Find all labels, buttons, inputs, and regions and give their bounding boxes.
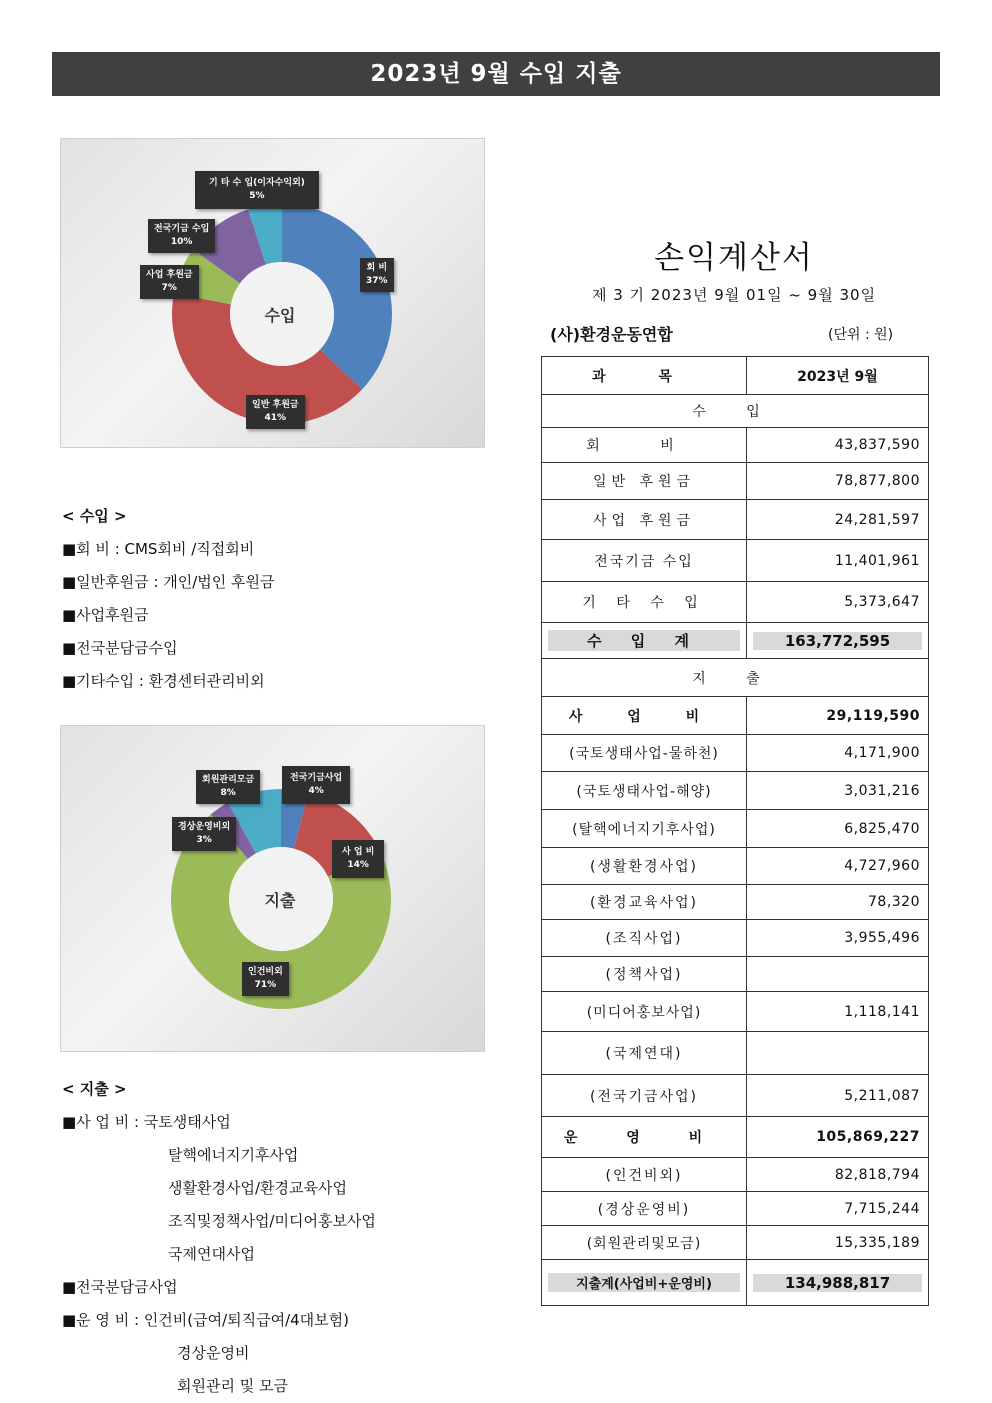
expense-note-item: ■전국분담금사업 (62, 1278, 178, 1296)
project-cost-label: 사 업 비 (542, 697, 747, 735)
expense-note-item: ■운 영 비 : 인건비(급여/퇴직급여/4대보험) (62, 1311, 350, 1329)
expense-section-row (542, 659, 929, 697)
expense-note-item: 회원관리 및 모금 (177, 1377, 288, 1395)
table-row (542, 1158, 929, 1192)
income-note-item: ■사업후원금 (62, 606, 149, 624)
row-value: 78,320 (747, 885, 929, 920)
row-value: 5,373,647 (747, 582, 929, 623)
row-value: 15,335,189 (747, 1226, 929, 1260)
table-row (542, 885, 929, 920)
row-value: 7,715,244 (747, 1192, 929, 1226)
row-value (747, 957, 929, 992)
row-label: (국토생태사업-물하천) (542, 735, 747, 772)
table-row (542, 735, 929, 772)
income-notes-heading: < 수입 > (62, 507, 127, 525)
expense-note-item: 경상운영비 (177, 1344, 250, 1362)
income-notes (62, 500, 274, 698)
table-row (542, 848, 929, 885)
income-callout-other: 기 타 수 입(이자수익외) 5% (195, 171, 319, 209)
row-label: (정책사업) (542, 957, 747, 992)
income-total-row (542, 623, 929, 659)
expense-center-label: 지출 (264, 891, 296, 910)
income-section-label: 수 입 (542, 395, 929, 428)
table-row (542, 582, 929, 623)
income-callout-project-donation: 사업 후원금 7% (140, 265, 199, 299)
row-label: (국토생태사업-해양) (542, 772, 747, 810)
table-row (542, 920, 929, 957)
row-label: 사업 후원금 (542, 500, 747, 540)
table-row (542, 463, 929, 500)
row-label: (환경교육사업) (542, 885, 747, 920)
income-total-label: 수 입 계 (548, 630, 740, 651)
expense-callout-personnel: 인건비외 71% (242, 962, 289, 996)
row-label: 전국기금 수입 (542, 540, 747, 582)
project-cost-row (542, 697, 929, 735)
income-section-row (542, 395, 929, 428)
expense-notes (62, 1073, 376, 1403)
table-row (542, 1075, 929, 1117)
table-row (542, 1226, 929, 1260)
table-row (542, 540, 929, 582)
income-note-item: ■일반후원금 : 개인/법인 후원금 (62, 573, 275, 591)
row-value: 82,818,794 (747, 1158, 929, 1192)
income-center-label: 수입 (264, 306, 296, 325)
income-callout-membership: 회 비 37% (360, 258, 394, 292)
expense-callout-national-fund: 전국기금사업 4% (282, 766, 350, 804)
row-label: 일반 후원금 (542, 463, 747, 500)
income-callout-national-fund: 전국기금 수입 10% (148, 219, 215, 253)
currency-unit: (단위 : 원) (828, 327, 894, 343)
row-value: 24,281,597 (747, 500, 929, 540)
expense-note-item: 국제연대사업 (168, 1245, 255, 1263)
row-value (747, 1032, 929, 1075)
income-statement-table (541, 356, 929, 1306)
expense-callout-project: 사 업 비 14% (332, 840, 384, 878)
table-row (542, 772, 929, 810)
statement-title: 손익계산서 (654, 240, 814, 276)
table-row (542, 500, 929, 540)
table-row (542, 957, 929, 992)
expense-note-item: 생활환경사업/환경교육사업 (168, 1179, 347, 1197)
table-row (542, 992, 929, 1032)
table-row (542, 810, 929, 848)
column-header-item: 과 목 (542, 357, 747, 395)
row-value: 1,118,141 (747, 992, 929, 1032)
row-value: 11,401,961 (747, 540, 929, 582)
table-header-row (542, 357, 929, 395)
row-value: 78,877,800 (747, 463, 929, 500)
table-row (542, 1192, 929, 1226)
row-label: (국제연대) (542, 1032, 747, 1075)
row-value: 5,211,087 (747, 1075, 929, 1117)
project-cost-total: 29,119,590 (747, 697, 929, 735)
expense-notes-heading: < 지출 > (62, 1080, 127, 1098)
income-note-item: ■회 비 : CMS회비 /직접회비 (62, 540, 255, 558)
row-label: (인건비외) (542, 1158, 747, 1192)
row-label: (생활환경사업) (542, 848, 747, 885)
expense-callout-member-mgmt: 회원관리모금 8% (196, 770, 260, 804)
expense-total-row (542, 1260, 929, 1306)
row-value: 4,727,960 (747, 848, 929, 885)
row-value: 3,031,216 (747, 772, 929, 810)
row-label: (회원관리및모금) (542, 1226, 747, 1260)
row-label: 기 타 수 입 (542, 582, 747, 623)
row-label: (전국기금사업) (542, 1075, 747, 1117)
income-callout-general-donation: 일반 후원금 41% (246, 395, 305, 429)
statement-period: 제 3 기 2023년 9월 01일 ~ 9월 30일 (591, 286, 877, 304)
table-row (542, 428, 929, 463)
expense-section-label: 지 출 (542, 659, 929, 697)
organization-name: (사)환경운동연합 (550, 325, 673, 344)
row-label: (조직사업) (542, 920, 747, 957)
table-row (542, 1032, 929, 1075)
row-value: 6,825,470 (747, 810, 929, 848)
row-label: (경상운영비) (542, 1192, 747, 1226)
row-label: 회 비 (542, 428, 747, 463)
column-header-period: 2023년 9월 (747, 357, 929, 395)
row-label: (미디어홍보사업) (542, 992, 747, 1032)
operating-cost-label: 운 영 비 (542, 1117, 747, 1158)
operating-cost-total: 105,869,227 (747, 1117, 929, 1158)
row-value: 4,171,900 (747, 735, 929, 772)
expense-total-value: 134,988,817 (753, 1274, 922, 1292)
row-label: (탈핵에너지기후사업) (542, 810, 747, 848)
expense-note-item: 탈핵에너지기후사업 (168, 1146, 299, 1164)
expense-note-item: 조직및정책사업/미디어홍보사업 (168, 1212, 376, 1230)
row-value: 43,837,590 (747, 428, 929, 463)
row-value: 3,955,496 (747, 920, 929, 957)
income-note-item: ■기타수입 : 환경센터관리비외 (62, 672, 265, 690)
page-banner-title: 2023년 9월 수입 지출 (52, 52, 940, 96)
income-note-item: ■전국분담금수입 (62, 639, 178, 657)
expense-callout-operating: 경상운영비외 3% (172, 817, 236, 851)
expense-note-item: ■사 업 비 : 국토생태사업 (62, 1113, 231, 1131)
operating-cost-row (542, 1117, 929, 1158)
income-total-value: 163,772,595 (753, 632, 922, 650)
expense-total-label: 지출계(사업비+운영비) (548, 1273, 740, 1292)
